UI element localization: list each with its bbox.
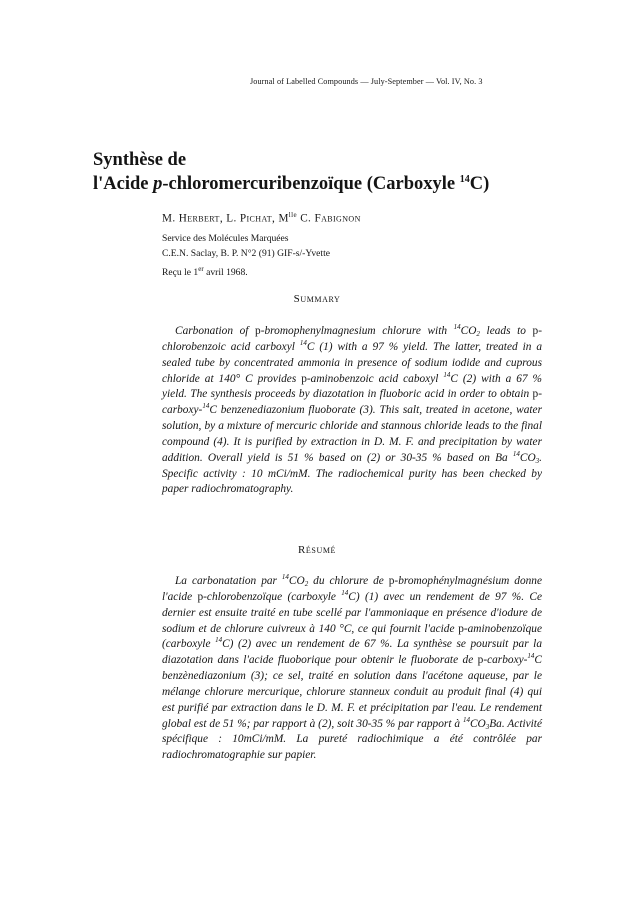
affiliation-department: Service des Molécules Marquées	[162, 233, 289, 244]
affiliation-address: C.E.N. Saclay, B. P. N°2 (91) GIF-s/-Yvette	[162, 248, 330, 259]
author-list: M. Herbert, L. Pichat, $M^{lle}$ C. Fabignon	[162, 211, 361, 225]
title-line-1: Synthèse de	[93, 150, 187, 170]
resume-text: La carbonatation par $^{14}CO_2$ du chlorure de p-bromophénylmagnésium donne l'acide p-chlorobenzoïque (carboxyle $^{14}$C) (1) avec un rendement de 97 %. Ce dernier est ensuite traité en tube scellé par l'ammoniaque en présence d'iodure de sodium et de chlorure cuivreux à 140 °C, ce qui fournit l'acide p-aminobenzoïque (carboxyle $^{14}$C) (2) avec un rendement de 67 %. La synthèse se poursuit par la diazotation dans l'acide fluoborique pour obtenir le fluoborate de p-carboxy-$^{14}$C benzènediazonium (3); ce sel, traité en solution dans l'acétone aqueuse, par le mélange chlorure mercurique, chlorure stanneux conduit au produit final (4) qui est purifié par extraction dans le D. M. F. et précipitation par l'eau. Le rendement global est de 51 %; par rapport à (2), soit 30-35 % par rapport à $^{14}CO_3Ba$. Activité spécifique : 10mCi/mM. La pureté radiochimique a été contrôlée par radiochromatographie sur papier.	[162, 573, 543, 762]
summary-heading: Summary	[293, 293, 341, 305]
running-header: Journal of Labelled Compounds — July-September — Vol. IV, No. 3	[250, 77, 483, 86]
article-title	[93, 148, 553, 196]
received-date: Reçu le 1er avril 1968.	[162, 265, 248, 279]
title-line-2: l'Acide p-chloromercuribenzoïque (Carboxyle $^{14}$C)	[93, 174, 490, 194]
author-name: Pichat	[239, 212, 273, 225]
author-name: Fabignon	[314, 212, 361, 225]
resume-heading: Résumé	[297, 544, 337, 556]
summary-text: Carbonation of p-bromophenylmagnesium chlorure with $^{14}CO_2$ leads to p-chlorobenzoic acid carboxyl $^{14}$C (1) with a 97 % yield. The latter, treated in a sealed tube by concentrated ammonia in presence of sodium iodide and cuprous chloride at 140° C provides p-aminobenzoic acid caboxyl $^{14}$C (2) with a 67 % yield. The synthesis proceeds by diazotation in fluoboric acid in order to obtain p-carboxy-$^{14}$C benzenediazonium fluoborate (3). This salt, treated in acetone, water solution, by a mixture of mercuric chloride and stannous chloride leads to the final compound (4). It is purified by extraction in D. M. F. and precipitation by water addition. Overall yield is 51 % based on (2) or 30-35 % based on Ba $^{14}CO_3$. Specific activity : 10 mCi/mM. The radiochemical purity has been checked by paper radiochromatography.	[162, 323, 542, 496]
author-name: Herbert	[178, 212, 220, 225]
